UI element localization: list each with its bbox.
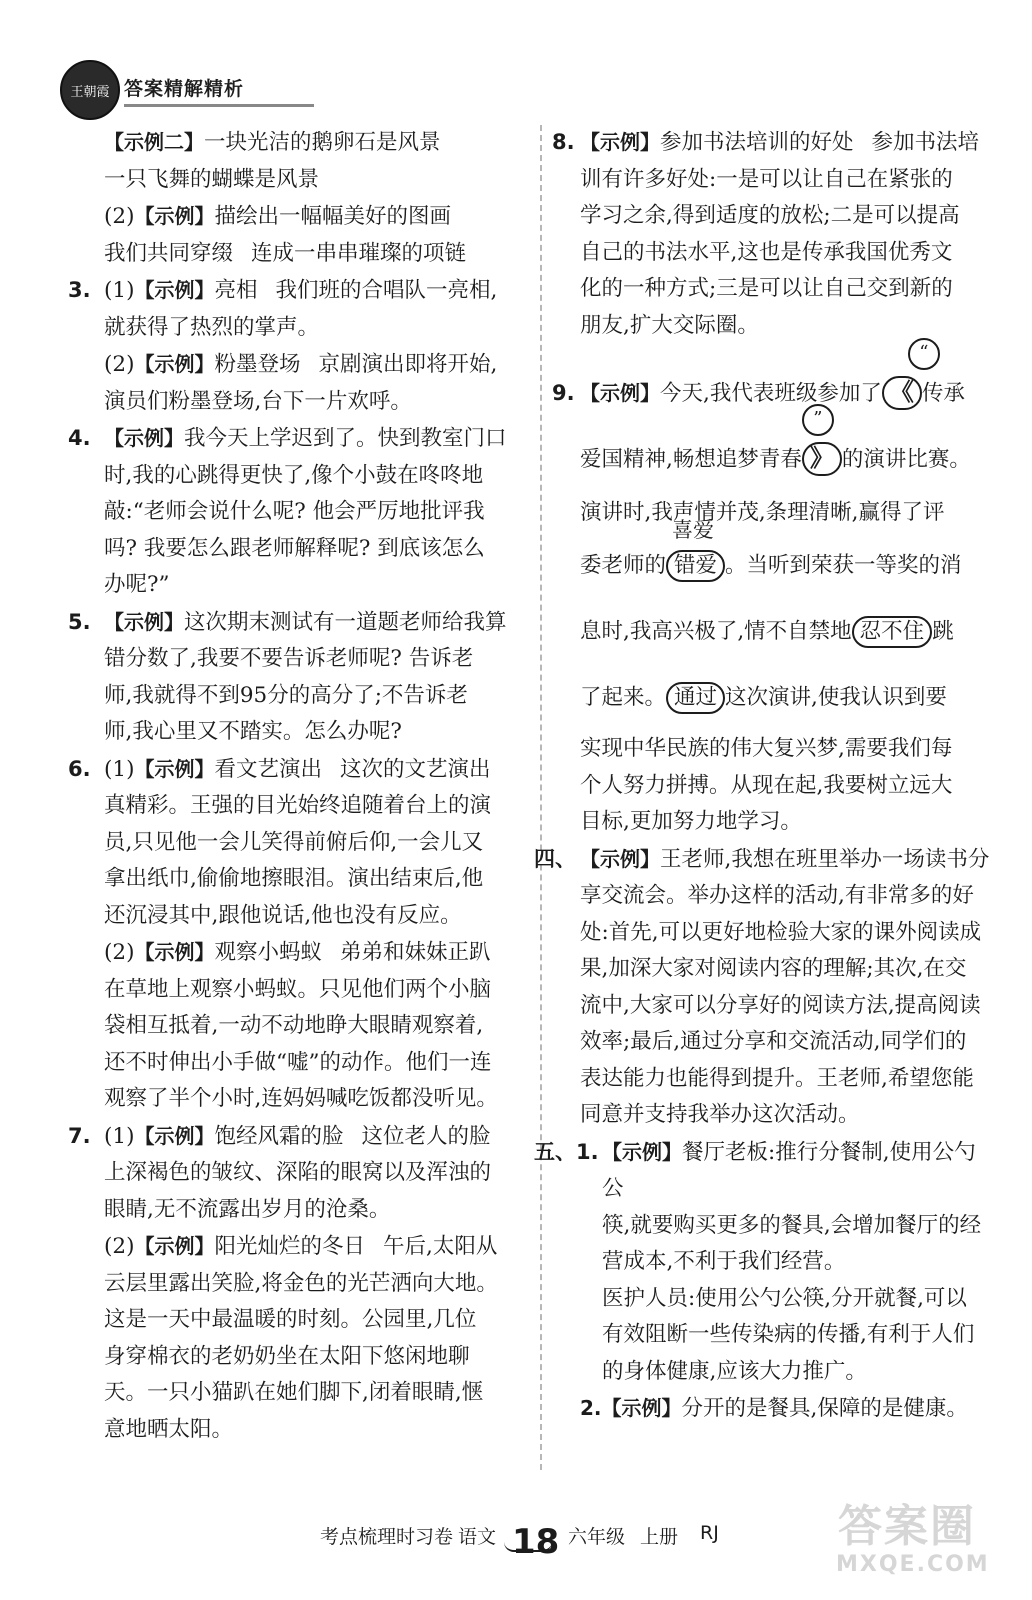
question-3	[68, 272, 514, 420]
section-4	[534, 841, 990, 1134]
answer-line: 筷,就要购买更多的餐具,会增加餐厅的经	[602, 1212, 982, 1238]
watermark-url: MXQE.COM	[836, 1552, 990, 1577]
answer-line: (1)【示例】看文艺演出 这次的文艺演出	[104, 756, 491, 782]
answer-line: (2)【示例】阳光灿烂的冬日 午后,太阳从	[104, 1234, 498, 1259]
answer-line: 时,我的心跳得更快了,像个小鼓在咚咚地	[104, 462, 484, 488]
answer-line: 袋相互抵着,一动不动地睁大眼睛观察着,	[104, 1013, 484, 1038]
publisher-logo	[60, 60, 120, 120]
answer-line: 吗? 我要怎么跟老师解释呢? 到底该怎么	[104, 535, 485, 561]
answer-line: 果,加深大家对阅读内容的理解;其次,在交	[580, 956, 967, 981]
question-number: 9.	[552, 381, 575, 405]
answer-line: 【示例二】一块光洁的鹅卵石是风景	[104, 130, 441, 155]
question-8	[552, 124, 990, 344]
answer-line: 息时,我高兴极了,情不自禁地 忍不住 跳	[580, 599, 990, 665]
answer-line: (2)【示例】观察小蚂蚁 弟弟和妹妹正趴	[104, 940, 491, 965]
answer-line: 师,我就得不到95分的高分了;不告诉老	[104, 682, 468, 708]
answer-line: (1)【示例】亮相 我们班的合唱队一亮相,	[104, 278, 498, 303]
question-number: 3.	[68, 278, 91, 302]
answer-line: 一只飞舞的蝴蝶是风景	[104, 166, 320, 192]
header-title: 答案精解精析	[124, 78, 245, 100]
answer-line: 观察了半个小时,连妈妈喊吃饭都没听见。	[104, 1086, 498, 1111]
answer-line: 这是一天中最温暖的时刻。公园里,几位	[104, 1307, 477, 1332]
question-4	[68, 420, 514, 604]
answer-line: 有效阻断一些传染病的传播,有利于人们	[602, 1322, 975, 1347]
answer-line: 眼睛,无不流露出岁月的沧桑。	[104, 1196, 391, 1222]
answer-line: 还沉浸其中,跟他说话,他也没有反应。	[104, 902, 462, 928]
answer-line: 云层里露出笑脸,将金色的光芒洒向大地。	[104, 1270, 498, 1296]
edition: RJ	[700, 1522, 719, 1544]
answer-line: 就获得了热烈的掌声。	[104, 314, 320, 340]
answer-line: 身穿棉衣的老奶奶坐在太阳下悠闲地聊	[104, 1343, 470, 1369]
answer-line: 朋友,扩大交际圈。	[580, 312, 759, 338]
question-number: 6.	[68, 756, 91, 781]
answer-line: 实现中华民族的伟大复兴梦,需要我们每	[580, 736, 953, 761]
correction-mark: 》 ”	[802, 442, 842, 476]
question-9	[552, 342, 990, 841]
answer-line: (1)【示例】饱经风霜的脸 这位老人的脸	[104, 1123, 491, 1149]
answer-line: 营成本,不利于我们经营。	[602, 1249, 846, 1274]
answer-line: 处:首先,可以更好地检验大家的课外阅读成	[580, 919, 982, 945]
answer-line: 意地晒太阳。	[104, 1416, 234, 1442]
answer-line: 【示例】王老师,我想在班里举办一场读书分	[580, 846, 990, 872]
volume: 上册	[640, 1526, 679, 1548]
question-5	[68, 604, 514, 751]
question-7	[68, 1118, 514, 1449]
answer-line: 的身体健康,应该大力推广。	[602, 1358, 867, 1384]
answer-line: 真精彩。王强的目光始终追随着台上的演	[104, 793, 492, 818]
deletion-mark: 忍不住	[852, 616, 933, 648]
answer-line: 效率;最后,通过分享和交流活动,同学们的	[580, 1029, 967, 1054]
circled-word: 错爱 喜爱	[666, 550, 725, 582]
answer-line: 化的一种方式;三是可以让自己交到新的	[580, 276, 953, 301]
left-column	[68, 124, 514, 1448]
answer-line: 了起来。 通过 这次演讲,使我认识到要	[580, 665, 990, 731]
answer-line: 医护人员:使用公勺公筷,分开就餐,可以	[602, 1285, 967, 1311]
site-watermark	[830, 1490, 1010, 1590]
answer-line: 【示例】参加书法培训的好处 参加书法培	[580, 130, 980, 155]
answer-line: (2)【示例】粉墨登场 京剧演出即将开始,	[104, 352, 498, 377]
answer-line: 表达能力也能得到提升。王老师,希望您能	[580, 1065, 974, 1091]
section-5	[534, 1134, 990, 1428]
answer-line: 办呢?”	[104, 572, 170, 597]
question-number: 4.	[68, 426, 91, 450]
answer-line: 爱国精神,畅想追梦青春 》 ” 的演讲比赛。	[580, 427, 990, 493]
answer-line: 2.【示例】分开的是餐具,保障的是健康。	[580, 1396, 968, 1421]
answer-line: 【示例】这次期末测试有一道题老师给我算	[104, 609, 507, 635]
answer-line: 享交流会。举办这样的活动,有非常多的好	[580, 883, 974, 908]
header-rule	[124, 104, 314, 107]
deletion-mark: 通过	[666, 682, 725, 714]
answer-line: (2)【示例】描绘出一幅幅美好的图画	[104, 204, 451, 229]
answer-line: 员,只见他一会儿笑得前俯后仰,一会儿又	[104, 829, 484, 855]
answer-line: 个人努力拼搏。从现在起,我要树立远大	[580, 772, 953, 798]
answer-line: 师,我心里又不踏实。怎么办呢?	[104, 719, 402, 744]
subject: 语文	[458, 1526, 497, 1548]
column-divider	[540, 125, 542, 1470]
watermark-logo-text: 答案圈	[838, 1501, 976, 1552]
answer-line: 【示例】餐厅老板:推行分餐制,使用公勺公	[602, 1139, 976, 1201]
answer-line: 上深褐色的皱纹、深陷的眼窝以及浑浊的	[104, 1160, 492, 1185]
answer-line: 目标,更加努力地学习。	[580, 809, 802, 834]
right-column	[534, 124, 990, 1428]
question-number: 5.	[68, 609, 91, 634]
section-number: 四、	[534, 846, 576, 871]
answer-line: 我们共同穿缀 连成一串串璀璨的项链	[104, 240, 467, 266]
replacement-word: 喜爱	[672, 518, 715, 542]
question-number: 7.	[68, 1123, 91, 1148]
answer-line: 学习之余,得到适度的放松;二是可以提高	[580, 203, 960, 228]
answer-line: 还不时伸出小手做“嘘”的动作。他们一连	[104, 1049, 492, 1075]
correction-bubble: “	[908, 338, 940, 370]
answer-line: 在草地上观察小蚂蚁。只见他们两个小脑	[104, 976, 492, 1002]
answer-line: 敲:“老师会说什么呢? 他会严厉地批评我	[104, 499, 485, 524]
question-number: 8.	[552, 130, 575, 154]
answer-line: 同意并支持我举办这次活动。	[580, 1102, 860, 1127]
logo-text: 王朝霞	[70, 84, 110, 100]
answer-line: 天。一只小猫趴在她们脚下,闭着眼睛,惬	[104, 1380, 484, 1405]
section-number: 五、1.	[534, 1139, 599, 1164]
correction-mark: 《 “	[882, 376, 922, 410]
answer-line: 【示例】我今天上学迟到了。快到教室门口	[104, 426, 507, 451]
answer-line: 训有许多好处:一是可以让自己在紧张的	[580, 166, 953, 192]
correction-bubble: ”	[802, 404, 834, 436]
answer-line: 自己的书法水平,这也是传承我国优秀文	[580, 239, 953, 265]
answer-line: 演员们粉墨登场,台下一片欢呼。	[104, 388, 412, 414]
answer-line: 【示例】今天,我代表班级参加了 《 “ 传承	[580, 360, 990, 427]
page-footer	[320, 1514, 740, 1562]
book-title: 考点梳理时习卷	[320, 1526, 454, 1548]
answer-line: 错分数了,我要不要告诉老师呢? 告诉老	[104, 646, 474, 671]
grade: 六年级	[568, 1526, 626, 1548]
answer-line: 演讲时,我声情并茂,条理清晰,赢得了评	[580, 500, 945, 525]
answer-line: 流中,大家可以分享好的阅读方法,提高阅读	[580, 992, 981, 1018]
question-6	[68, 751, 514, 1118]
answer-line: 委老师的 错爱 喜爱 。当听到荣获一等奖的消	[580, 533, 990, 599]
answer-line: 拿出纸巾,偷偷地擦眼泪。演出结束后,他	[104, 866, 484, 891]
page-number: 18	[512, 1522, 560, 1562]
page-header	[60, 60, 280, 120]
